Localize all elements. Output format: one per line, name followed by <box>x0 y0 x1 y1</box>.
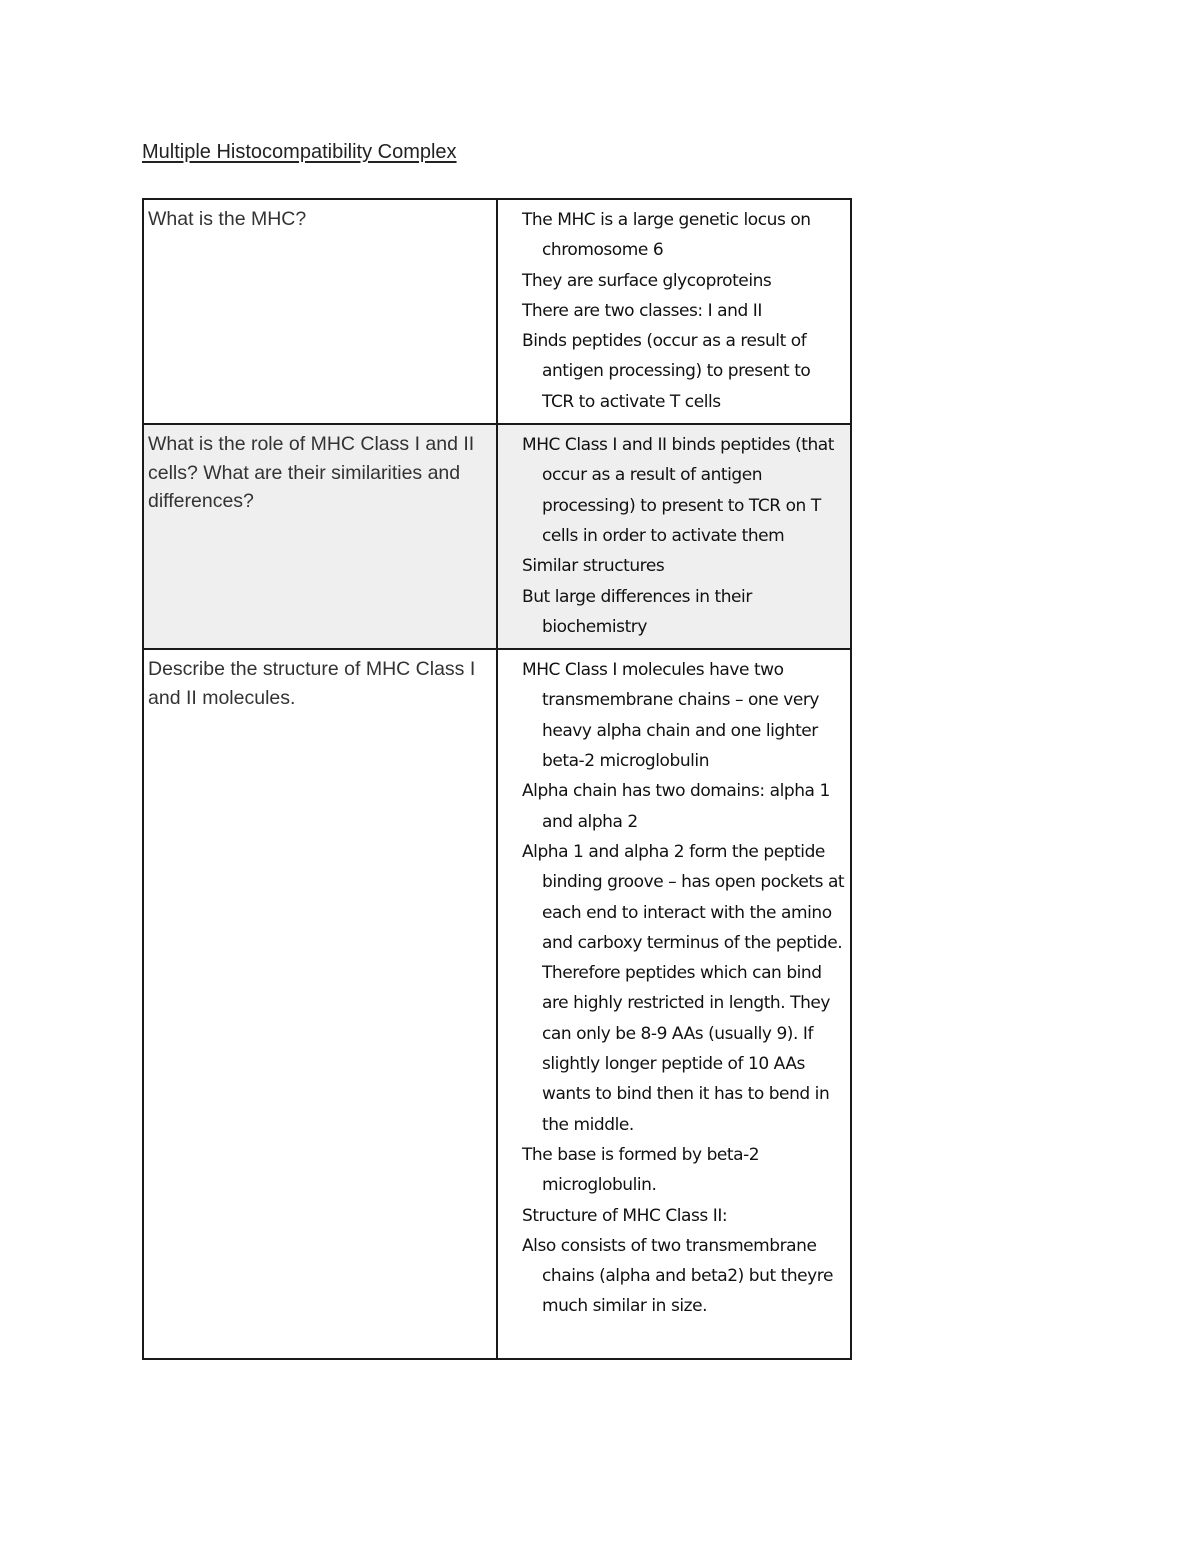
list-item: Also consists of two transmembrane chains (alpha and beta2) but theyre much similar in size. <box>522 1235 833 1317</box>
list-item: The MHC is a large genetic locus on chromosome 6 <box>522 210 811 261</box>
list-item: There are two classes: I and II <box>522 300 762 321</box>
answer-cell <box>497 649 851 1359</box>
list-item: Alpha chain has two domains: alpha 1 and alpha 2 <box>522 781 830 832</box>
answer-cell <box>497 199 851 424</box>
question-text: Describe the structure of MHC Class I and II molecules. <box>148 658 476 709</box>
qa-table <box>142 198 852 1360</box>
list-item: Structure of MHC Class II: <box>522 1205 728 1226</box>
document-title: Multiple Histocompatibility Complex <box>142 141 457 163</box>
list-item: Binds peptides (occur as a result of antigen processing) to present to TCR to activate T cells <box>522 331 811 412</box>
answer-list <box>498 200 850 423</box>
table-row <box>143 649 851 1359</box>
question-text: What is the role of MHC Class I and II cells? What are their similarities and differences? <box>148 433 475 513</box>
answer-list <box>498 650 850 1328</box>
list-item: Similar structures <box>522 556 665 577</box>
list-item: The base is formed by beta-2 microglobulin. <box>522 1144 760 1196</box>
answer-list <box>498 425 850 648</box>
question-cell <box>143 424 497 649</box>
table-row <box>143 199 851 424</box>
table-row <box>143 424 851 649</box>
question-text: What is the MHC? <box>148 208 307 230</box>
list-item: MHC Class I molecules have two transmembrane chains – one very heavy alpha chain and one lighter beta-2 microglobulin <box>522 660 819 772</box>
list-item: But large differences in their biochemistry <box>522 586 752 637</box>
list-item: MHC Class I and II binds peptides (that occur as a result of antigen processing) to present to TCR on T cells in order to activate them <box>522 435 834 546</box>
question-cell <box>143 199 497 424</box>
answer-cell <box>497 424 851 649</box>
list-item: Alpha 1 and alpha 2 form the peptide binding groove – has open pockets at each end to interact with the amino and carboxy terminus of the peptide. Therefore peptides which can bind are highly restricted in length. They can only be 8-9 AAs (usually 9). If slightly longer peptide of 10 AAs wants to bind then it has to bend in the middle. <box>522 841 845 1135</box>
list-item: They are surface glycoproteins <box>522 270 772 291</box>
question-cell <box>143 649 497 1359</box>
